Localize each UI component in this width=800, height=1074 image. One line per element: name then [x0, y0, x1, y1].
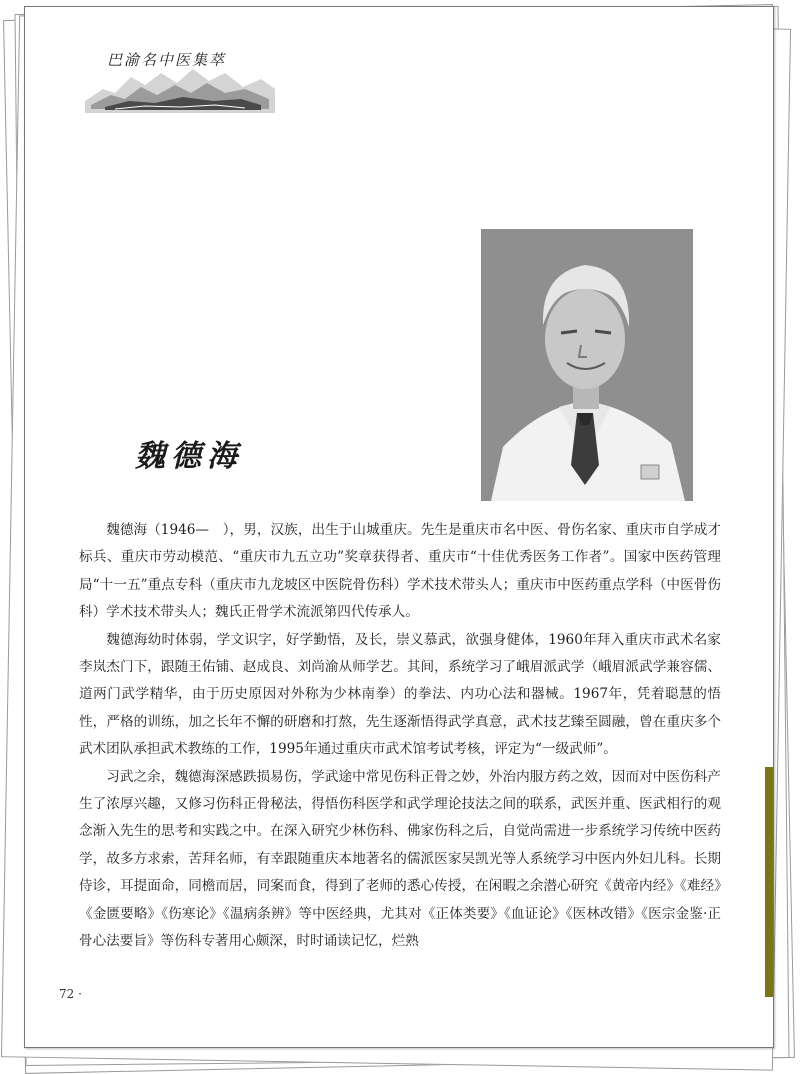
portrait-photo-icon	[481, 229, 693, 501]
book-title: 巴渝名中医集萃	[107, 51, 227, 69]
book-page	[24, 6, 774, 1048]
paragraph: 习武之余，魏德海深感跌损易伤，学武途中常见伤科正骨之妙，外治内服方药之效，因而对中医伤科产生了浓厚兴趣，又修习伤科正骨秘法，得悟伤科医学和武学理论技法之间的联系，武医并重、医武相行的观念渐入先生的思考和实践之中。在深入研究少林伤科、佛家伤科之后，自觉尚需进一步系统学习传统中医药学，故多方求索，苦拜名师，有幸跟随重庆本地著名的儒派医家吴凯光等人系统学习中医内外妇儿科。长期侍诊，耳提面命，同檐而居，同案而食，得到了老师的悉心传授，在闲暇之余潜心研究《黄帝内经》《难经》《金匮要略》《伤寒论》《温病条辨》等中医经典，尤其对《正体类要》《血证论》《医林改错》《医宗金鉴·正骨心法要旨》等伤科专著用心颇深，时时诵读记忆，烂熟	[79, 768, 721, 950]
paragraph: 魏德海（1946— ），男，汉族，出生于山城重庆。先生是重庆市名中医、骨伤名家、重庆市自学成才标兵、重庆市劳动模范、“重庆市九五立功”奖章获得者、重庆市“十佳优秀医务工作者”。国家中医药管理局“十一五”重点专科（重庆市九龙坡区中医院骨伤科）学术技术带头人；重庆市中医药重点学科（中医骨伤科）学术技术带头人；魏氏正骨学术流派第四代传承人。	[79, 522, 721, 621]
header-banner	[85, 43, 275, 113]
body-text	[79, 517, 721, 956]
portrait-photo	[481, 229, 693, 501]
page-edge-tab	[765, 767, 773, 997]
person-name: 魏德海	[135, 439, 243, 474]
page-number: 72 ·	[59, 987, 82, 1001]
paragraph: 魏德海幼时体弱，学文识字，好学勤悟，及长，崇义慕武，欲强身健体，1960年拜入重庆市武术名家李岚杰门下，跟随王佑铺、赵成良、刘尚渝从师学艺。其间，系统学习了峨眉派武学（峨眉派武学兼容儒、道两门武学精华，由于历史原因对外称为少林南拳）的拳法、内功心法和器械。1967年，凭着聪慧的悟性，严格的训练，加之长年不懈的研磨和打熬，先生逐渐悟得武学真意，武术技艺臻至圆融，曾在重庆多个武术团队承担武术教练的工作，1995年通过重庆市武术馆考试考核，评定为“一级武师”。	[79, 631, 721, 758]
